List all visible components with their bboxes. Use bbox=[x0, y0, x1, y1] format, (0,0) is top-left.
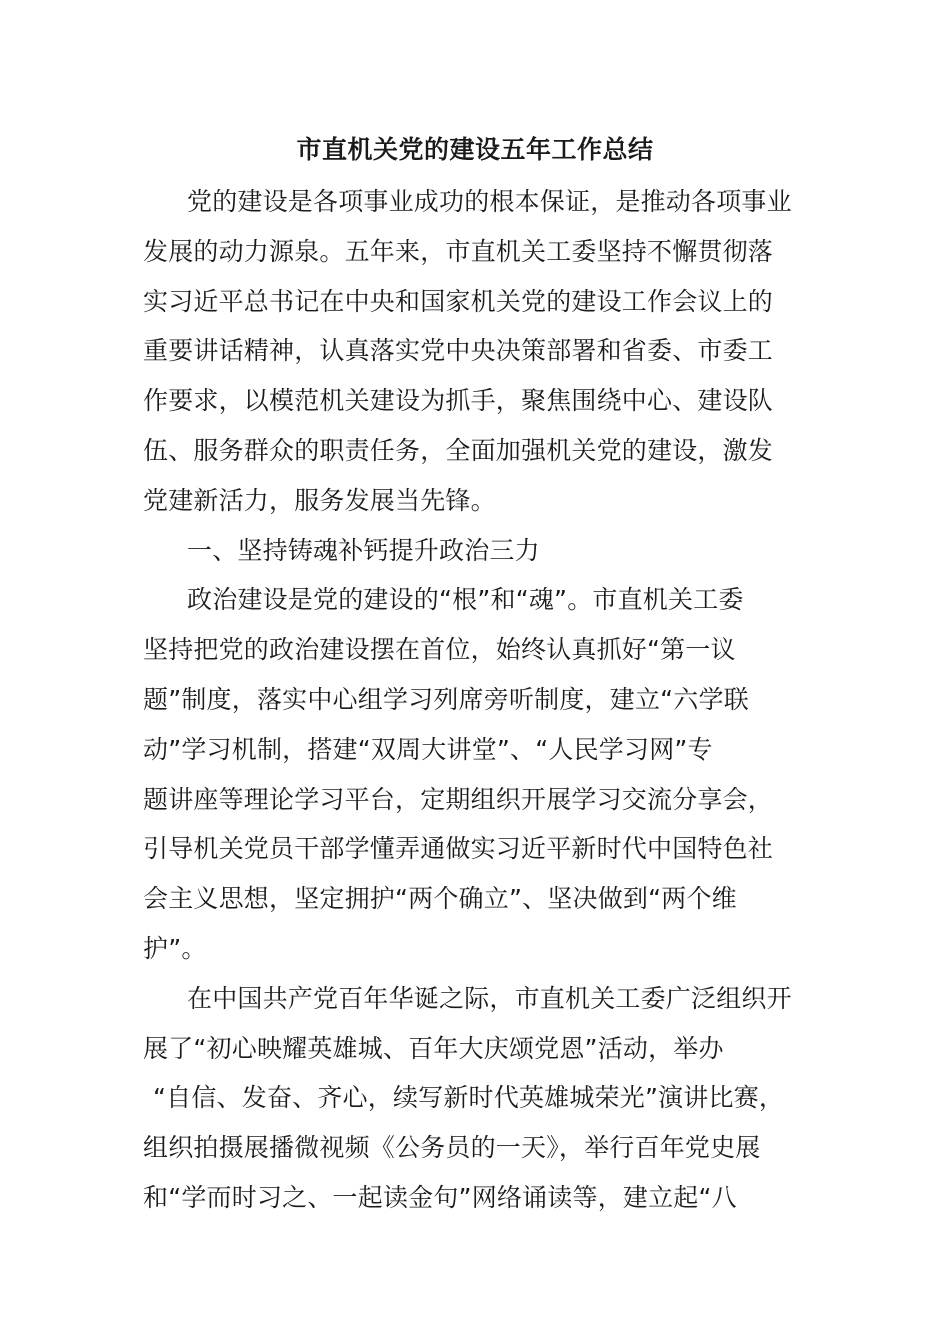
paragraph-line: 实习近平总书记在中央和国家机关党的建设工作会议上的 bbox=[143, 286, 774, 316]
paragraph-line: 题讲座等理论学习平台，定期组织开展学习交流分享会， bbox=[143, 784, 774, 814]
paragraph-line: 伍、服务群众的职责任务，全面加强机关党的建设，激发 bbox=[143, 435, 774, 465]
paragraph-line: 护”。 bbox=[143, 933, 207, 963]
paragraph-line: 在中国共产党百年华诞之际，市直机关工委广泛组织开 bbox=[187, 983, 792, 1013]
paragraph-line: 党的建设是各项事业成功的根本保证，是推动各项事业 bbox=[187, 187, 792, 216]
paragraph-line: 重要讲话精神，认真落实党中央决策部署和省委、市委工 bbox=[143, 336, 774, 366]
paragraph-line: 引导机关党员干部学懂弄通做实习近平新时代中国特色社 bbox=[143, 834, 774, 864]
document-body bbox=[143, 177, 807, 1223]
document-title: 市直机关党的建设五年工作总结 bbox=[296, 135, 654, 164]
paragraph-line: 发展的动力源泉。五年来，市直机关工委坚持不懈贯彻落 bbox=[143, 236, 774, 266]
paragraph-line: 作要求，以模范机关建设为抓手，聚焦围绕中心、建设队 bbox=[143, 386, 774, 416]
paragraph-line: 政治建设是党的建设的“根”和“魂”。市直机关工委 bbox=[187, 585, 744, 615]
section-heading: 一、坚持铸魂补钙提升政治三力 bbox=[187, 535, 540, 565]
paragraph-line: 和“学而时习之、一起读金句”网络诵读等，建立起“八 bbox=[143, 1182, 737, 1212]
paragraph-line: “自信、发奋、齐心，续写新时代英雄城荣光”演讲比赛， bbox=[153, 1083, 785, 1113]
paragraph-line: 会主义思想，坚定拥护“两个确立”、坚决做到“两个维 bbox=[143, 884, 737, 914]
paragraph-line: 题”制度，落实中心组学习列席旁听制度，建立“六学联 bbox=[143, 684, 749, 714]
paragraph-line: 坚持把党的政治建设摆在首位，始终认真抓好“第一议 bbox=[143, 635, 736, 665]
paragraph-line: 组织拍摄展播微视频《公务员的一天》，举行百年党史展 bbox=[143, 1133, 761, 1163]
paragraph-line: 党建新活力，服务发展当先锋。 bbox=[143, 485, 496, 515]
paragraph-line: 动”学习机制，搭建“双周大讲堂”、“人民学习网”专 bbox=[143, 734, 713, 764]
paragraph-line: 展了“初心映耀英雄城、百年大庆颂党恩”活动，举办 bbox=[143, 1033, 724, 1063]
